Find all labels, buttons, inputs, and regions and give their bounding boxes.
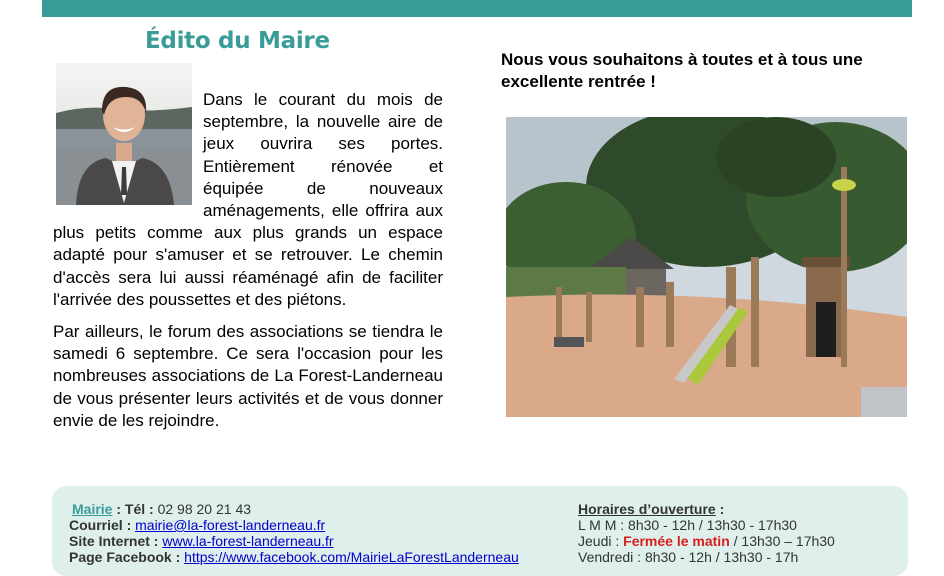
- hours-jeudi-label: Jeudi :: [578, 533, 624, 549]
- hours-title-colon: :: [715, 501, 725, 517]
- website-link[interactable]: www.la-forest-landerneau.fr: [162, 533, 334, 549]
- header-accent-bar: [42, 0, 912, 17]
- facebook-link[interactable]: https://www.facebook.com/MairieLaForestLanderneau: [184, 549, 519, 565]
- tel-value: 02 98 20 21 43: [157, 501, 252, 517]
- edito-paragraph-1: Dans le courant du mois de septembre, la nouvelle aire de jeux ouvrira ses portes. Entièrement rénovée et équipée de nouveaux aménagements, elle offrira aux plus petits comme aux plus grands un espace adapté pour s'amuser et se retrouver. Le chemin d'accès sera lui aussi réaménagé afin de faciliter l'arrivée des poussettes et des piétons.: [53, 90, 443, 309]
- edito-title: Édito du Maire: [145, 28, 330, 54]
- hours-vendredi: Vendredi : 8h30 - 12h / 13h30 - 17h: [578, 549, 799, 565]
- hours-jeudi-closed: Fermée le matin: [623, 533, 730, 549]
- portrait-wrap-spacer: [53, 89, 203, 209]
- footer-email-line: [69, 517, 325, 533]
- playground-photo: [506, 117, 907, 417]
- tel-label: : Tél :: [112, 501, 158, 517]
- courriel-label: Courriel :: [69, 517, 136, 533]
- hours-jeudi-rest: / 13h30 – 17h30: [729, 533, 835, 549]
- hours-lmm: L M M : 8h30 - 12h / 13h30 - 17h30: [578, 517, 797, 533]
- edito-body: [53, 89, 443, 442]
- email-link[interactable]: mairie@la-forest-landerneau.fr: [135, 517, 326, 533]
- footer-website-line: [69, 533, 334, 549]
- mairie-link[interactable]: Mairie: [72, 501, 113, 517]
- hours-title: Horaires d’ouverture: [578, 501, 716, 517]
- site-label: Site Internet :: [69, 533, 163, 549]
- hours-jeudi-line: [578, 533, 835, 549]
- edito-paragraph-2: Par ailleurs, le forum des associations se tiendra le samedi 6 septembre. Ce sera l'occasion pour les nombreuses associations de La Forest-Landerneau de vous présenter leurs activités et de vous donner envie de les rejoindre.: [53, 322, 443, 430]
- facebook-label: Page Facebook :: [69, 549, 185, 565]
- hours-title-line: [578, 501, 724, 517]
- welcome-headline: Nous vous souhaitons à toutes et à tous une excellente rentrée !: [501, 50, 863, 91]
- footer-facebook-line: [69, 549, 519, 565]
- contact-footer: [52, 486, 908, 576]
- footer-phone-line: [72, 501, 251, 517]
